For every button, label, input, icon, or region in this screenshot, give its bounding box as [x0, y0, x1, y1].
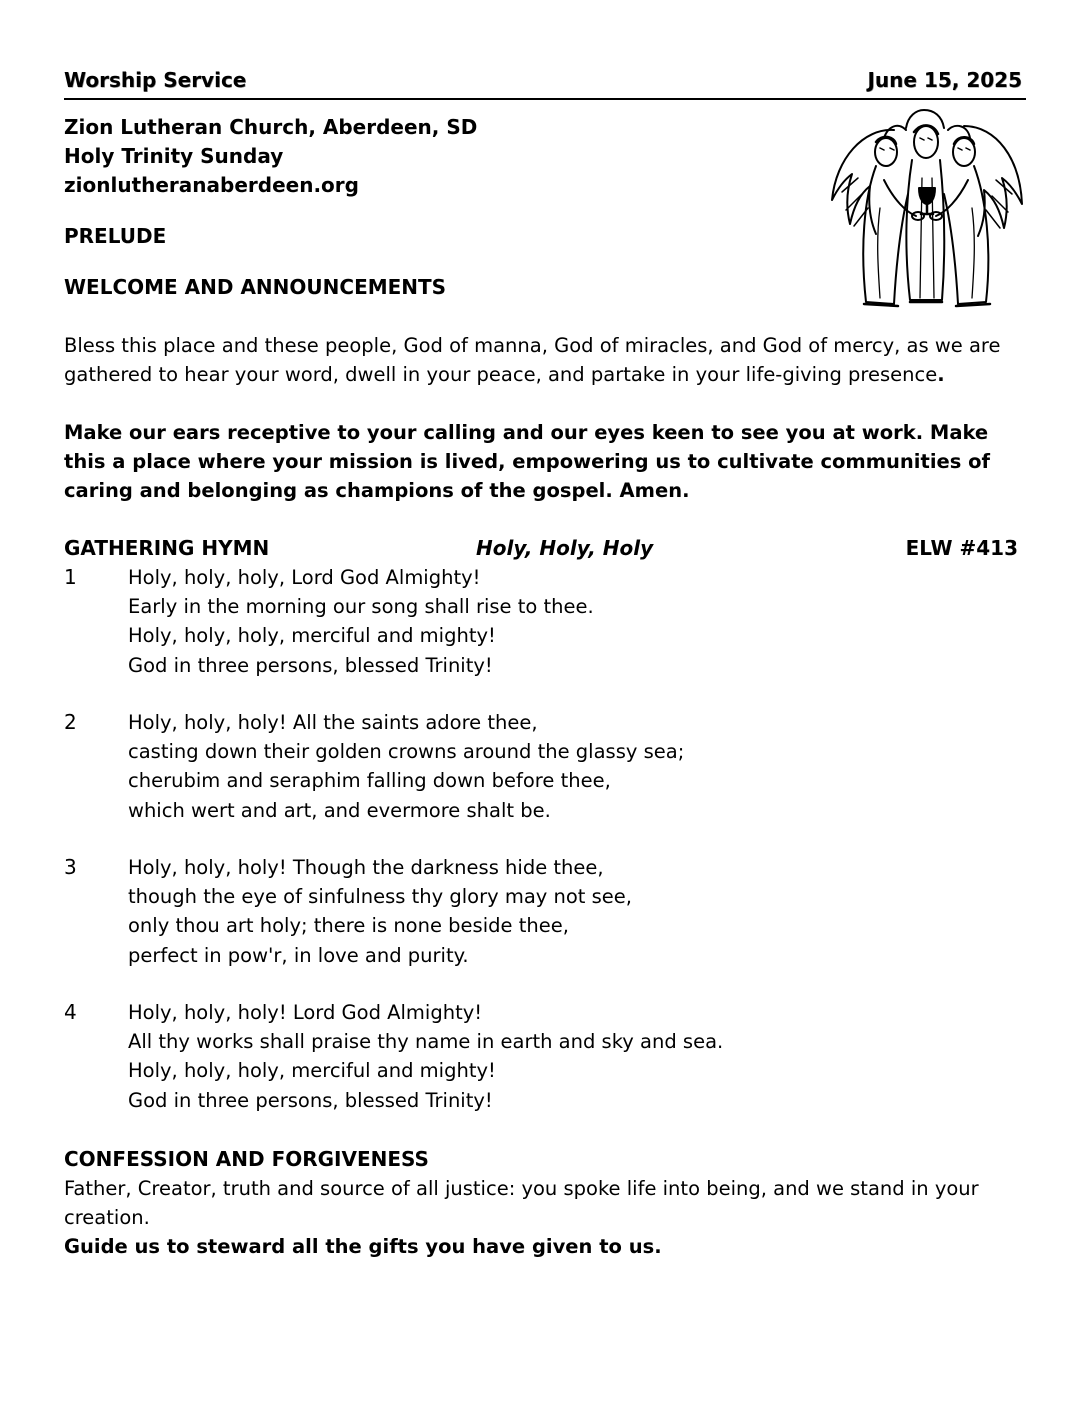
hymn-name: Holy, Holy, Holy [476, 536, 654, 560]
verse-line: perfect in pow'r, in love and purity. [128, 943, 469, 967]
verse-number: 3 [64, 855, 77, 879]
verse-number: 1 [64, 565, 77, 589]
verse-line: All thy works shall praise thy name in earth and sky and sea. [128, 1030, 724, 1054]
verse-line: God in three persons, blessed Trinity! [128, 1088, 493, 1112]
verse-line: Holy, holy, holy, Lord God Almighty! [128, 566, 481, 589]
header-date: June 15, 2025 [867, 68, 1022, 92]
confession-response: Guide us to steward all the gifts you have given to us. [64, 1235, 662, 1258]
hymn-label: GATHERING HYMN [64, 536, 270, 560]
blessing-text [64, 331, 1024, 389]
blessing-body: Bless this place and these people, God of manna, God of miracles, and God of mercy, as we are gathered to hear your word, dwell in your peace, and partake in your life-giving presence [64, 334, 1001, 386]
hymn-number: ELW #413 [905, 536, 1018, 560]
verse-line: Holy, holy, holy! Lord God Almighty! [128, 1001, 483, 1024]
welcome-heading: WELCOME AND ANNOUNCEMENTS [64, 275, 447, 299]
page-header [64, 66, 1026, 100]
verse-line: Holy, holy, holy! All the saints adore thee, [128, 711, 538, 734]
verse-line: casting down their golden crowns around the glassy sea; [128, 740, 685, 764]
verse-number: 4 [64, 1000, 77, 1024]
verse-line: Holy, holy, holy! Though the darkness hide thee, [128, 856, 604, 879]
verse-line: cherubim and seraphim falling down before thee, [128, 769, 611, 793]
verse-line: God in three persons, blessed Trinity! [128, 653, 493, 677]
occasion: Holy Trinity Sunday [64, 144, 284, 168]
prelude-heading: PRELUDE [64, 224, 167, 248]
church-name: Zion Lutheran Church, Aberdeen, SD [64, 115, 478, 139]
prayer-text: Make our ears receptive to your calling and our eyes keen to see you at work. Make this a place where your mission is lived, empowering us to cultivate communities of caring and belonging as champions of the gospel. Amen. [64, 421, 991, 502]
verse-line: Early in the morning our song shall rise to thee. [128, 595, 594, 619]
confession-text: Father, Creator, truth and source of all justice: you spoke life into being, and we stand in your creation. [64, 1177, 979, 1229]
verse-line: only thou art holy; there is none beside thee, [128, 914, 569, 938]
verse-number: 2 [64, 710, 77, 734]
website: zionlutheranaberdeen.org [64, 173, 359, 197]
confession-heading: CONFESSION AND FORGIVENESS [64, 1147, 429, 1171]
verse-line: though the eye of sinfulness thy glory may not see, [128, 885, 633, 909]
confession-section [64, 1145, 1026, 1261]
hymn-heading [64, 534, 1026, 564]
header-title: Worship Service [64, 68, 247, 92]
church-info [64, 113, 477, 200]
verse-line: Holy, holy, holy, merciful and mighty! [128, 624, 496, 648]
verse-line: Holy, holy, holy, merciful and mighty! [128, 1059, 496, 1083]
verse-line: which wert and art, and evermore shalt be. [128, 798, 551, 822]
blessing-period: . [937, 363, 945, 386]
three-angels-icon [824, 108, 1028, 314]
